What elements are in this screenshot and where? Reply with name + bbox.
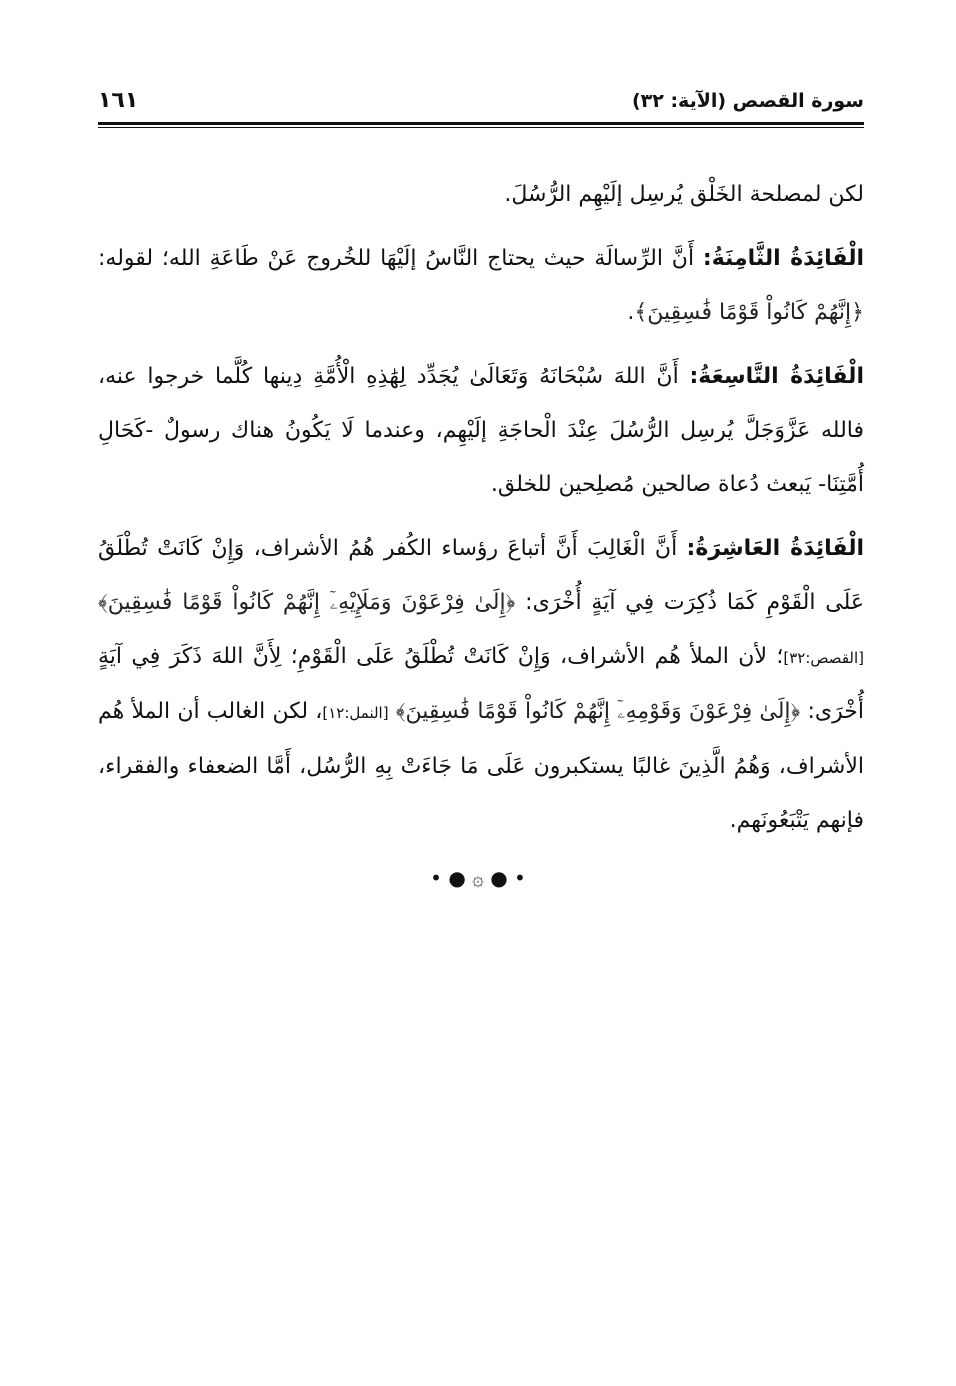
- paragraph-text: أَنَّ الْغَالِبَ أَنَّ أتباعَ رؤساء الكُفر هُمُ الأشراف، وَإِنْ كَانَتْ تُطْلَقُ عَلَى الْقَوْمِ كَمَا ذُكِرَت فِي آيَةٍ أُخْرَى:: [98, 536, 864, 615]
- verse-reference: [القصص:٣٢]: [783, 649, 864, 667]
- quran-verse: ﴿إِنَّهُمْ كَانُواْ قَوْمًا فَٰسِقِينَ﴾: [634, 300, 864, 325]
- running-title: سورة القصص (الآية: ٣٢): [631, 90, 864, 112]
- quran-verse: ﴿إِلَىٰ فِرْعَوْنَ وَمَلَإِيْهِۦٓ إِنَّهُمْ كَانُواْ قَوْمًا فَٰسِقِينَ﴾: [98, 590, 516, 615]
- paragraph-text: ؛ لأن الملأ هُم الأشراف، وَإِنْ كَانَتْ تُطْلَقُ عَلَى الْقَوْمِ؛ لِأَنَّ اللهَ ذَكَرَ فِي آيَةٍ أُخْرَى:: [98, 644, 864, 724]
- benefit-heading-9: الْفَائِدَةُ التَّاسِعَةُ:: [689, 364, 864, 389]
- section-end-ornament: • ● ۞ ● •: [430, 866, 526, 890]
- paragraph-1: [98, 168, 864, 222]
- paragraph-text: لكن لمصلحة الخَلْق يُرسِل إلَيْهِم الرُّسُلَ.: [504, 182, 864, 207]
- benefit-heading-8: الْفَائِدَةُ الثَّامِنَةُ:: [702, 246, 864, 271]
- paragraph-2: [98, 232, 864, 340]
- page-header: [98, 88, 864, 124]
- paragraph-3: [98, 350, 864, 512]
- verse-reference: [النمل:١٢]: [322, 704, 389, 722]
- header-rule: [98, 122, 864, 125]
- punctuation: .: [627, 300, 635, 325]
- paragraph-4: [98, 522, 864, 848]
- main-text: [98, 168, 864, 858]
- paragraph-text: أَنَّ اللهَ سُبْحَانَهُ وَتَعَالَىٰ يُجَدِّد لِهَٰذِهِ الْأُمَّةِ دِينها كُلَّما خرجوا عنه، فالله عَزَّوَجَلَّ يُرسِل الرُّسُلَ عِنْدَ الْحاجَةِ إلَيْهِم، وعندما لَا يَكُونُ هناك رسولٌ -كَحَالِ أُمَّتِنَا- يَبعث دُعاة صالحين مُصلِحين للخلق.: [98, 364, 864, 497]
- paragraph-text: ، لكن الغالب أن الملأ هُم الأشراف، وَهُمُ الَّذِينَ غالبًا يستكبرون عَلَى مَا جَاءَتْ بِهِ الرُّسُل، أَمَّا الضعفاء والفقراء، فإنهم يَتْبَعُونَهم.: [98, 699, 864, 833]
- header-rule-thin: [98, 127, 864, 128]
- page-number: ١٦١: [98, 88, 139, 113]
- quran-verse: ﴿إِلَىٰ فِرْعَوْنَ وَقَوْمِهِۦٓ إِنَّهُمْ كَانُواْ قَوْمًا فَٰسِقِينَ﴾: [395, 699, 801, 724]
- benefit-heading-10: الْفَائِدَةُ العَاشِرَةُ:: [686, 536, 864, 561]
- paragraph-text: أَنَّ الرِّسالَة حيث يحتاج النَّاسُ إلَيْهَا للخُروج عَنْ طَاعَةِ الله؛ لقوله:: [98, 246, 695, 271]
